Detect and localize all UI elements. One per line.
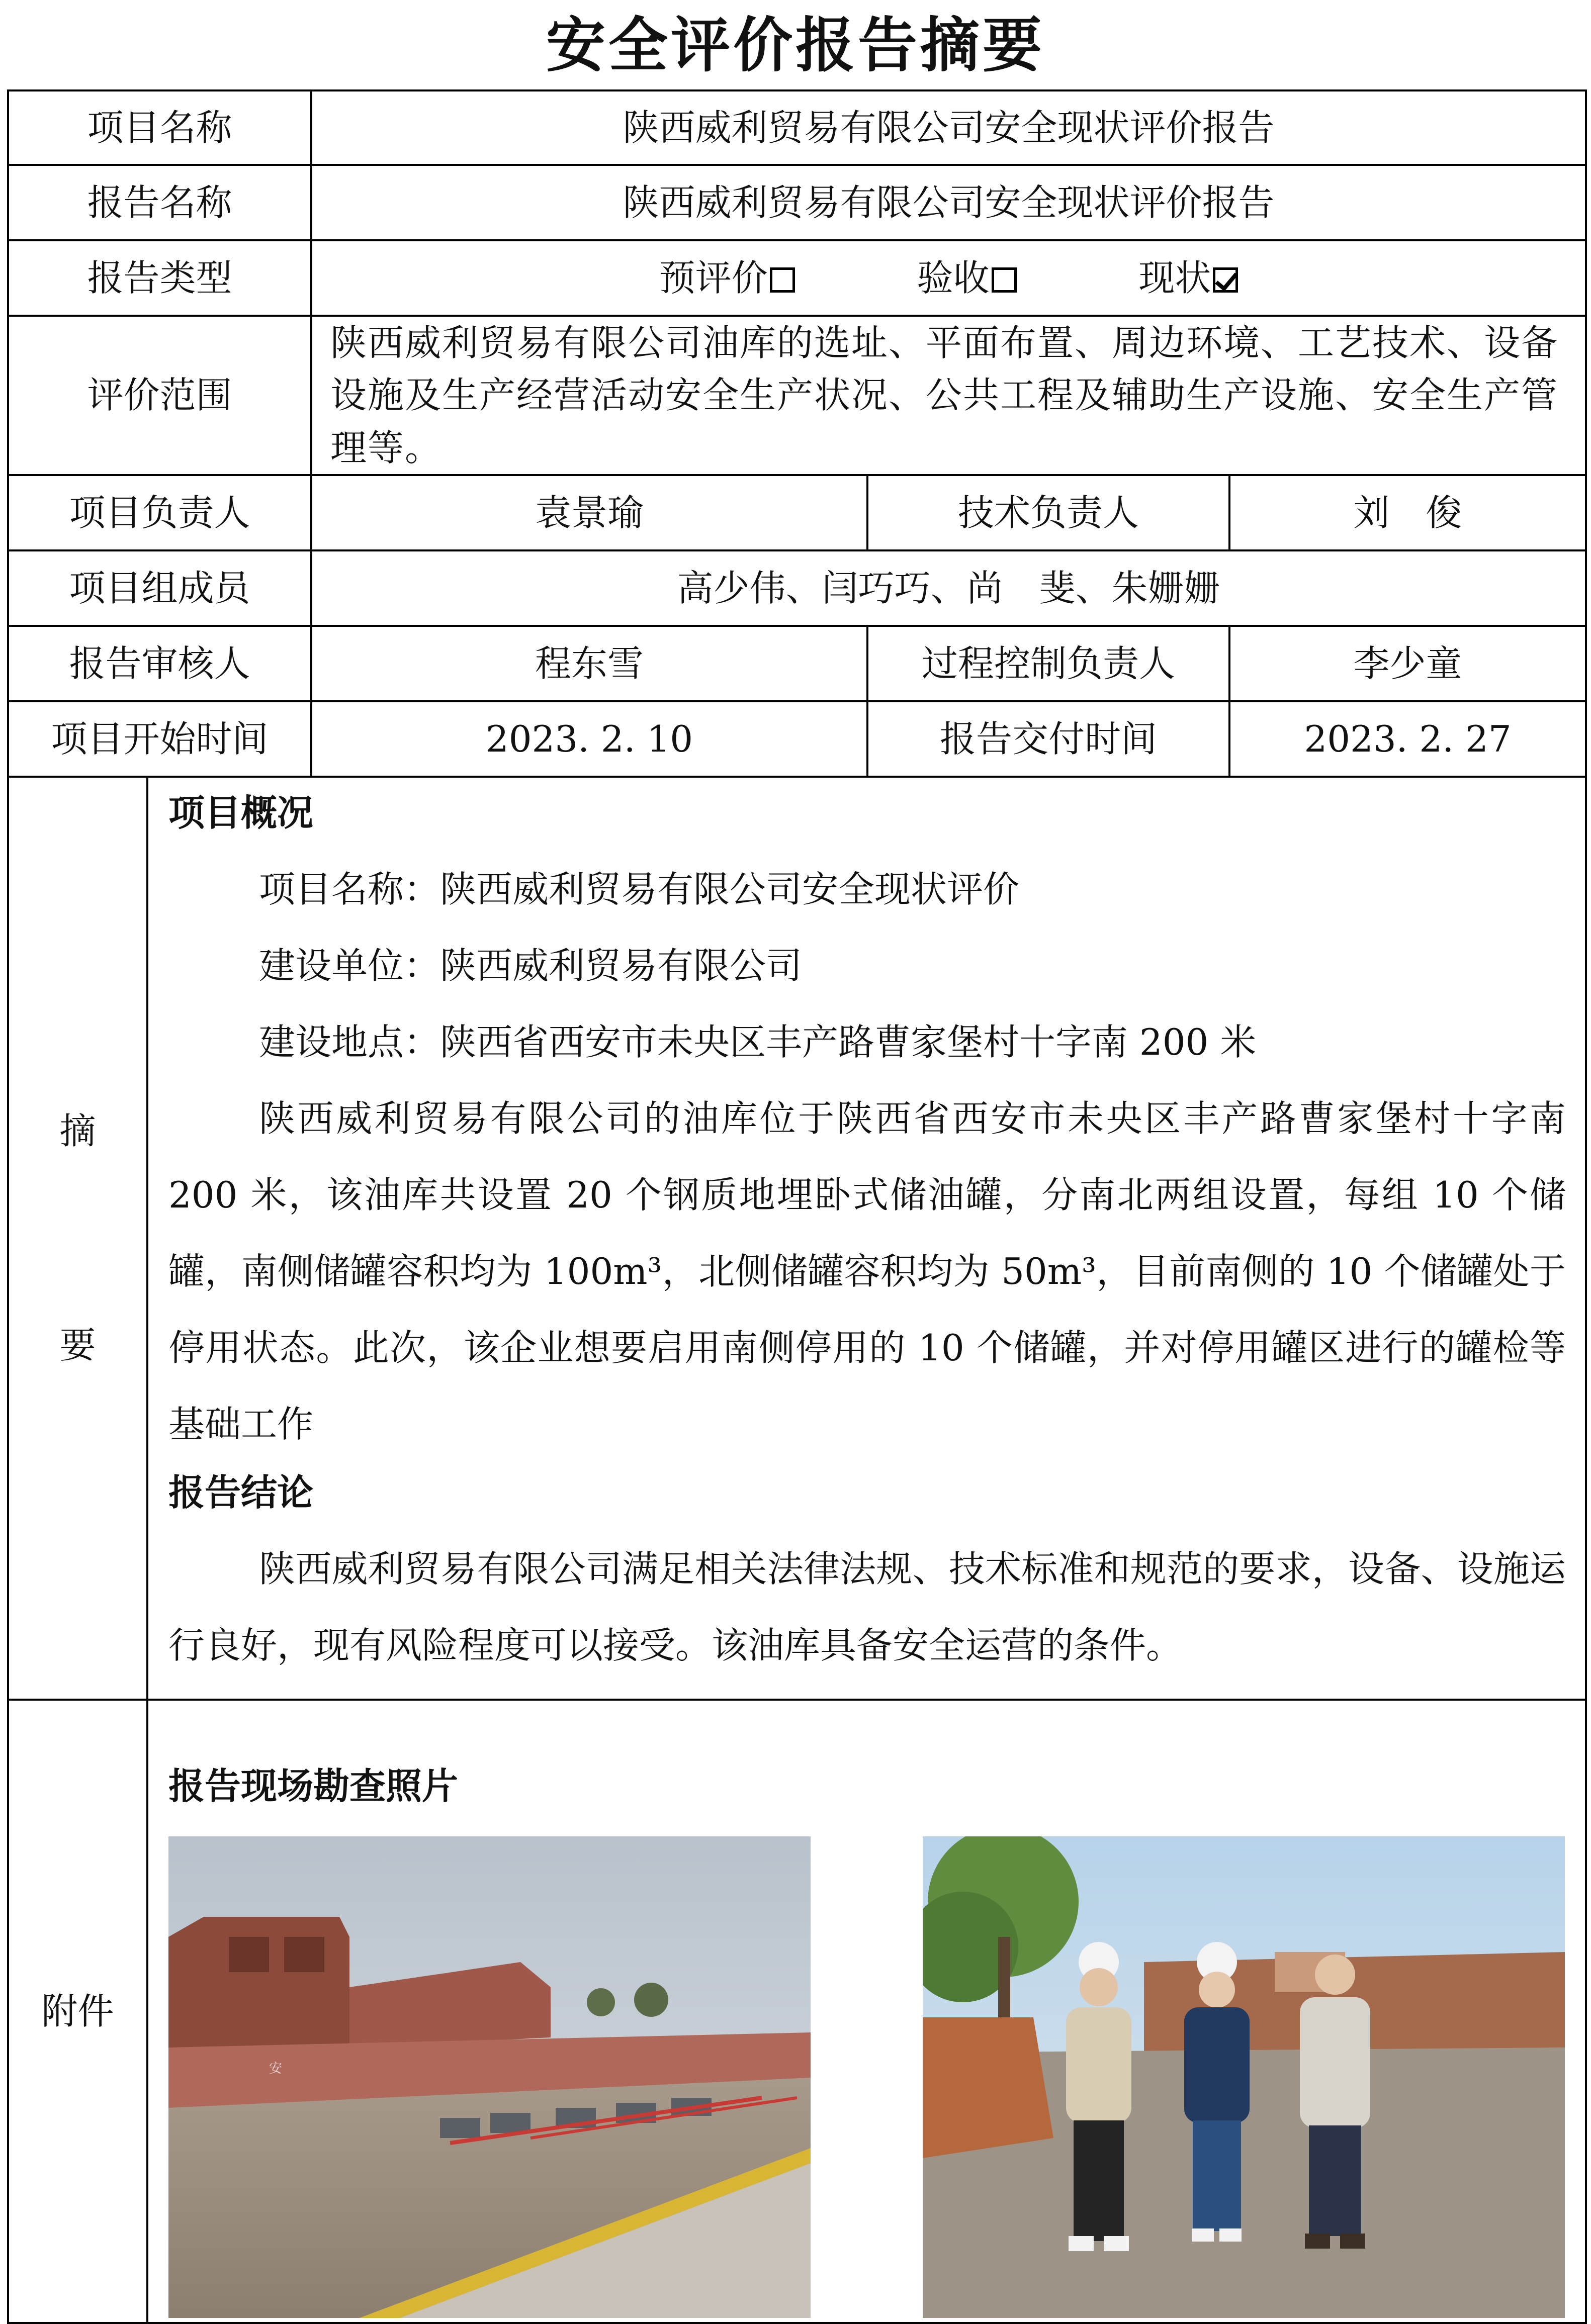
label-process-control: 过程控制负责人	[867, 626, 1229, 701]
overview-item-site: 建设地点：陕西省西安市未央区丰产路曹家堡村十字南 200 米	[259, 1021, 1257, 1064]
option-label: 预评价	[659, 256, 768, 299]
tank-area-photo	[168, 1836, 811, 2318]
row-dates	[8, 701, 1586, 777]
value-delivery-date: 2023. 2. 27	[1229, 701, 1586, 777]
conclusion-heading: 报告结论	[168, 1471, 314, 1514]
attachment-content	[147, 1700, 1586, 2323]
row-project-name	[8, 90, 1586, 165]
row-reviewers	[8, 626, 1586, 701]
label-reviewer: 报告审核人	[8, 626, 311, 701]
label-attachment: 附件	[8, 1700, 147, 2323]
row-leaders	[8, 475, 1586, 550]
option-pre-evaluation	[659, 256, 795, 300]
label-report-type: 报告类型	[8, 240, 311, 316]
svg-text:安: 安	[269, 2061, 283, 2077]
label-project-name: 项目名称	[8, 90, 311, 165]
option-label: 验收	[917, 256, 990, 299]
report-type-options	[311, 240, 1586, 316]
overview-item-unit: 建设单位：陕西威利贸易有限公司	[259, 945, 803, 987]
summary-content	[147, 777, 1586, 1700]
label-members: 项目组成员	[8, 550, 311, 626]
row-members	[8, 550, 1586, 626]
option-acceptance	[917, 256, 1017, 300]
label-report-name: 报告名称	[8, 165, 311, 240]
checkbox-current-status[interactable]	[1213, 267, 1238, 293]
overview-paragraph: 陕西威利贸易有限公司的油库位于陕西省西安市未央区丰产路曹家堡村十字南 200 米，该油库共设置 20 个钢质地埋卧式储油罐，分南北两组设置，每组 10 个储罐，南侧储罐容积均为 100m³，北侧储罐容积均为 50m³，目前南侧的 10 个储罐处于停用状态。此次，该企业想要启用南侧停用的 10 个储罐，并对停用罐区进行的罐检等基础工作	[168, 1097, 1566, 1446]
value-members: 高少伟、闫巧巧、尚 斐、朱姗姗	[311, 550, 1586, 626]
summary-label-bottom: 要	[59, 1324, 96, 1367]
label-tech-leader: 技术负责人	[867, 475, 1229, 550]
row-report-name	[8, 165, 1586, 240]
value-reviewer: 程东雪	[311, 626, 867, 701]
label-start-date: 项目开始时间	[8, 701, 311, 777]
site-team-photo	[923, 1836, 1565, 2318]
overview-item-name: 项目名称：陕西威利贸易有限公司安全现状评价	[259, 868, 1020, 911]
label-scope: 评价范围	[8, 316, 311, 475]
checkbox-acceptance[interactable]	[992, 267, 1017, 293]
label-delivery-date: 报告交付时间	[867, 701, 1229, 777]
label-summary	[8, 777, 147, 1700]
summary-label-top: 摘	[59, 1109, 96, 1152]
row-scope	[8, 316, 1586, 475]
document-title: 安全评价报告摘要	[546, 11, 1045, 80]
value-process-control: 李少童	[1229, 626, 1586, 701]
value-start-date: 2023. 2. 10	[311, 701, 867, 777]
checkbox-pre-evaluation[interactable]	[770, 267, 795, 293]
attachment-heading: 报告现场勘查照片	[168, 1765, 459, 1808]
overview-heading: 项目概况	[168, 792, 314, 834]
conclusion-text: 陕西威利贸易有限公司满足相关法律法规、技术标准和规范的要求，设备、设施运行良好，现有风险程度可以接受。该油库具备安全运营的条件。	[168, 1548, 1566, 1667]
label-project-leader: 项目负责人	[8, 475, 311, 550]
value-tech-leader: 刘 俊	[1229, 475, 1586, 550]
option-current-status	[1138, 256, 1238, 300]
summary-form-table	[7, 89, 1587, 2324]
row-report-type	[8, 240, 1586, 316]
value-project-leader: 袁景瑜	[311, 475, 867, 550]
row-attachment	[8, 1700, 1586, 2323]
option-label: 现状	[1138, 256, 1211, 299]
value-project-name: 陕西威利贸易有限公司安全现状评价报告	[311, 90, 1586, 165]
value-report-name: 陕西威利贸易有限公司安全现状评价报告	[311, 165, 1586, 240]
row-summary	[8, 777, 1586, 1700]
value-scope: 陕西威利贸易有限公司油库的选址、平面布置、周边环境、工艺技术、设备设施及生产经营活动安全生产状况、公共工程及辅助生产设施、安全生产管理等。	[311, 316, 1586, 475]
